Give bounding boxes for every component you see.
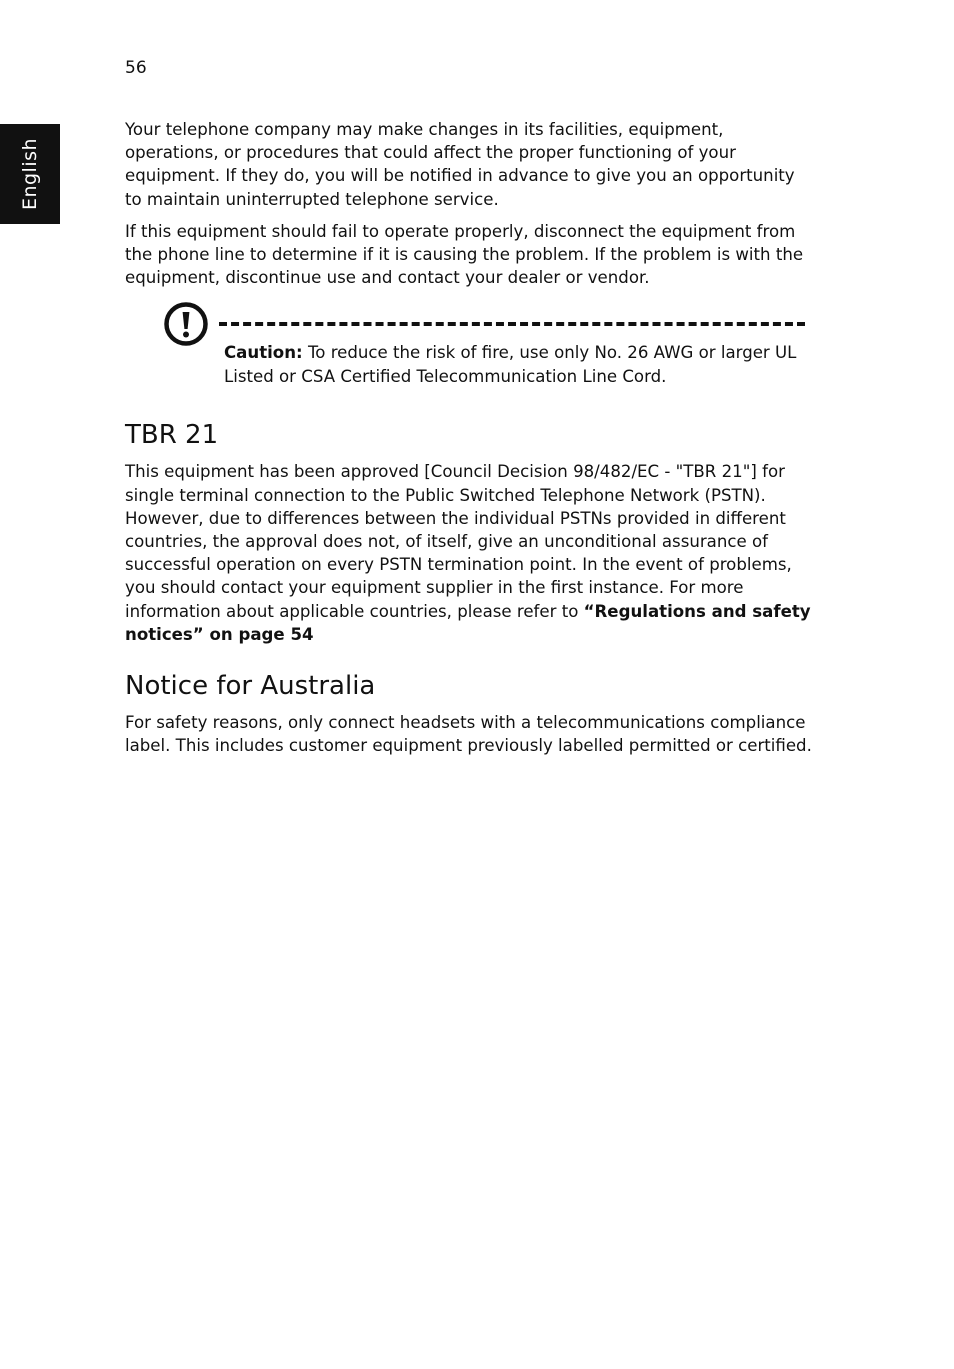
regulations-cross-reference-link[interactable]: “Regulations and safety notices” on page 54: [125, 601, 811, 644]
language-tab-label: English: [19, 137, 41, 211]
caution-note: [125, 299, 815, 399]
caution-dashed-rule: [219, 322, 805, 326]
caution-body: To reduce the risk of fire, use only No. 26 AWG or larger UL Listed or CSA Certified Telecommunication Line Cord.: [224, 343, 797, 386]
tbr21-paragraph: [125, 460, 815, 646]
page-number: 56: [125, 58, 147, 78]
exclamation-circle-icon: [163, 301, 209, 347]
caution-label: Caution:: [224, 343, 303, 363]
language-side-tab: [0, 124, 60, 224]
tbr21-heading: TBR 21: [125, 420, 219, 451]
intro-paragraph-2: If this equipment should fail to operate properly, disconnect the equipment from the phone line to determine if it is causing the problem. If the problem is with the equipment, discontinue use and contact your dealer or vendor.: [125, 221, 804, 288]
tbr21-body: This equipment has been approved [Council Decision 98/482/EC - "TBR 21"] for single terminal connection to the Public Switched Telephone Network (PSTN). However, due to differences between the individual PSTNs provided in different countries, the approval does not, of itself, give an unconditional assurance of successful operation on every PSTN termination point. In the event of problems, you should contact your equipment supplier in the first instance. For more information about applicable countries, please refer to: [125, 462, 792, 621]
caution-text: [224, 341, 814, 387]
intro-paragraph-1: Your telephone company may make changes in its facilities, equipment, operations, or procedures that could affect the proper functioning of your equipment. If they do, you will be notified in advance to give you an opportunity to maintain uninterrupted telephone service.: [125, 120, 795, 209]
australia-paragraph: For safety reasons, only connect headsets with a telecommunications compliance label. This includes customer equipment previously labelled permitted or certified.: [125, 713, 812, 756]
australia-heading: Notice for Australia: [125, 671, 376, 702]
page-content: [125, 118, 815, 757]
